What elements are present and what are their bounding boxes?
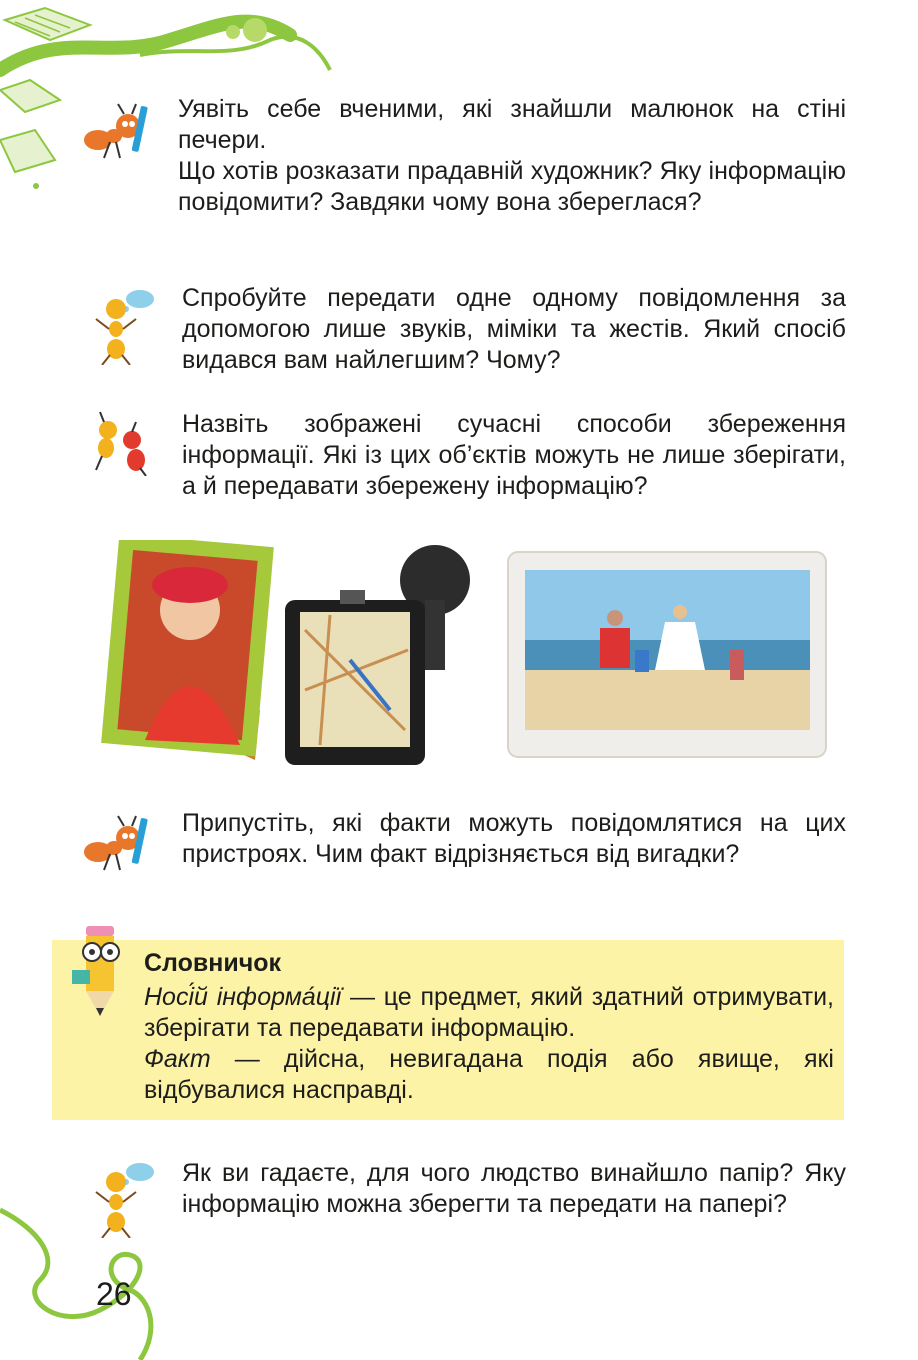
dictionary-title: Словничок [144,949,282,977]
task-block-3 [182,409,846,502]
devices-illustration [90,540,835,770]
task-text: Як ви гадаєте, для чого людство винайшло папір? Яку інформацію можна зберегти та передати на папері? [182,1159,846,1218]
task-block-1 [178,94,846,218]
task-text: Спробуйте передати одне одному повідомлення за допомогою лише звуків, міміки та жестів. Який спосіб видався вам найлегшим? Чому? [182,284,846,374]
dictionary-entry [144,982,834,1044]
task-block-2 [182,283,846,376]
task-text: Уявіть себе вченими, які знайшли малюнок на стіні печери. [178,95,846,154]
dictionary-box [52,940,844,1120]
task-block-4 [182,808,846,870]
photo-frame-image [101,540,274,760]
page-number: 26 [96,1276,132,1312]
dictionary-term: Факт [144,1045,211,1073]
pencil-character-icon [64,918,134,1018]
ant-with-pencil-icon [80,812,150,876]
ant-with-pencil-icon [80,100,150,164]
task-text: Припустіть, які факти можуть повідомлятися на цих пристроях. Чим факт відрізняється від вигадки? [182,809,846,868]
task-block-5 [182,1158,846,1220]
two-ants-icon [88,410,158,476]
dictionary-definition: — це предмет, який здатний отримувати, зберігати та передавати інформацію. [144,983,834,1042]
task-text: Що хотів розказати прадавній художник? Яку інформацію повідомити? Завдяки чому вона збереглася? [178,157,846,216]
tablet-image [508,552,826,757]
ant-thinking-icon [92,285,158,365]
task-text: Назвіть зображені сучасні способи збереження інформації. Які із цих об’єктів можуть не лише зберігати, а й передавати збережену інформацію? [182,410,846,500]
swirl-decoration [0,1200,180,1360]
dictionary-definition: — дійсна, невигадана подія або явище, які відбувалися насправді. [144,1045,834,1104]
dictionary-term: Носі́й інформа́ції [144,983,342,1011]
gps-navigator-image [285,545,470,765]
dictionary-body [144,982,834,1106]
dictionary-entry [144,1044,834,1106]
